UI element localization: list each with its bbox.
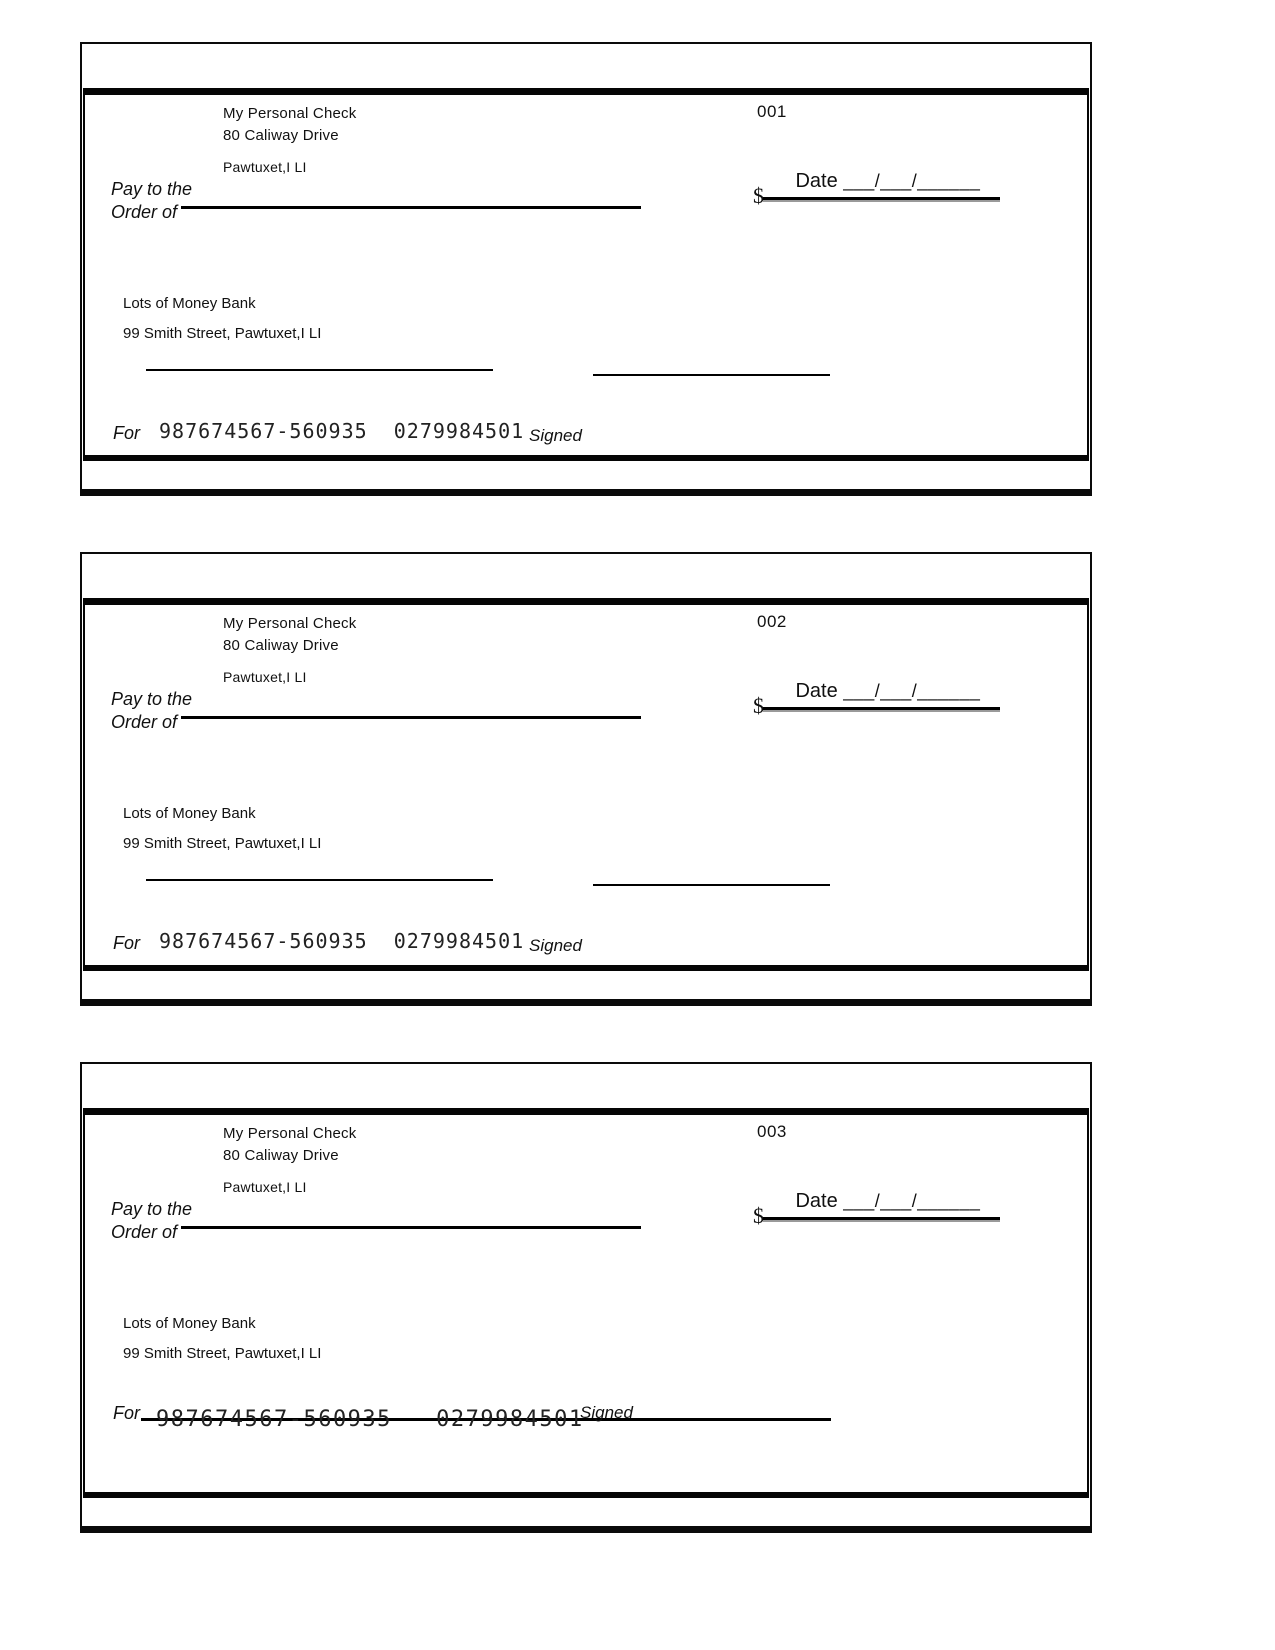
- date-row: [751, 657, 980, 726]
- payer-city: Pawtuxet,I LI: [223, 1179, 307, 1195]
- payer-address: 80 Caliway Drive: [223, 127, 339, 144]
- check-block-1: [80, 42, 1092, 496]
- date-blank-line: ___/___/______: [837, 171, 981, 191]
- payer-block: [223, 103, 356, 178]
- pay-to-label: [111, 1198, 192, 1244]
- for-label: For: [113, 423, 140, 443]
- signed-label: Signed: [529, 936, 582, 955]
- dollar-sign: $: [753, 693, 764, 718]
- bank-name: Lots of Money Bank: [123, 1315, 256, 1332]
- signature-blank-line: [593, 374, 830, 376]
- for-label: For: [113, 1403, 140, 1423]
- pay-to-label: [111, 178, 192, 224]
- signed-label: Signed: [529, 426, 582, 445]
- amount-blank-line: [763, 197, 1000, 200]
- date-blank-line: ___/___/______: [837, 1191, 981, 1211]
- bank-name: Lots of Money Bank: [123, 805, 256, 822]
- pay-to-label: [111, 688, 192, 734]
- date-label: Date: [795, 170, 838, 192]
- pay-to-line2: Order of: [111, 1222, 178, 1242]
- micr-numbers: 987674567-560935 0279984501: [159, 929, 525, 953]
- payer-address: 80 Caliway Drive: [223, 1147, 339, 1164]
- signature-blank-line: [593, 884, 830, 886]
- pay-to-line2: Order of: [111, 202, 178, 222]
- check-001: [83, 88, 1089, 461]
- amount-blank-line: [763, 707, 1000, 710]
- check-block-2: [80, 552, 1092, 1006]
- payer-city: Pawtuxet,I LI: [223, 669, 307, 685]
- payee-blank-line: [181, 206, 641, 209]
- dollar-sign: $: [753, 1203, 764, 1228]
- pay-to-line2: Order of: [111, 712, 178, 732]
- signed-label: Signed: [580, 1403, 633, 1422]
- checks-page: [80, 42, 1092, 1533]
- payer-name: My Personal Check: [223, 105, 357, 122]
- payer-block: [223, 1123, 356, 1198]
- payee-blank-line: [181, 716, 641, 719]
- payer-name: My Personal Check: [223, 1125, 357, 1142]
- bank-address: 99 Smith Street, Pawtuxet,I LI: [123, 325, 322, 342]
- payer-name: My Personal Check: [223, 615, 357, 632]
- check-003: [83, 1108, 1089, 1498]
- pay-to-line1: Pay to the: [111, 179, 193, 199]
- bank-address: 99 Smith Street, Pawtuxet,I LI: [123, 835, 322, 852]
- bank-name: Lots of Money Bank: [123, 295, 256, 312]
- amount-blank-line: [763, 1217, 1000, 1220]
- date-row: [751, 147, 980, 216]
- payer-address: 80 Caliway Drive: [223, 637, 339, 654]
- payer-city: Pawtuxet,I LI: [223, 159, 307, 175]
- date-label: Date: [795, 680, 838, 702]
- bank-address: 99 Smith Street, Pawtuxet,I LI: [123, 1345, 322, 1362]
- dollar-sign: $: [753, 183, 764, 208]
- micr-numbers: 987674567-560935 0279984501: [156, 1407, 584, 1432]
- date-blank-line: ___/___/______: [837, 681, 981, 701]
- memo-blank-line: [146, 879, 493, 881]
- date-label: Date: [795, 1190, 838, 1212]
- date-row: [751, 1167, 980, 1236]
- check-block-3: [80, 1062, 1092, 1533]
- micr-numbers: 987674567-560935 0279984501: [159, 419, 525, 443]
- memo-blank-line: [146, 369, 493, 371]
- payee-blank-line: [181, 1226, 641, 1229]
- payer-block: [223, 613, 356, 688]
- pay-to-line1: Pay to the: [111, 1199, 193, 1219]
- check-002: [83, 598, 1089, 971]
- check-number: 002: [757, 612, 787, 631]
- for-label: For: [113, 933, 140, 953]
- check-number: 003: [757, 1122, 787, 1141]
- check-number: 001: [757, 102, 787, 121]
- pay-to-line1: Pay to the: [111, 689, 193, 709]
